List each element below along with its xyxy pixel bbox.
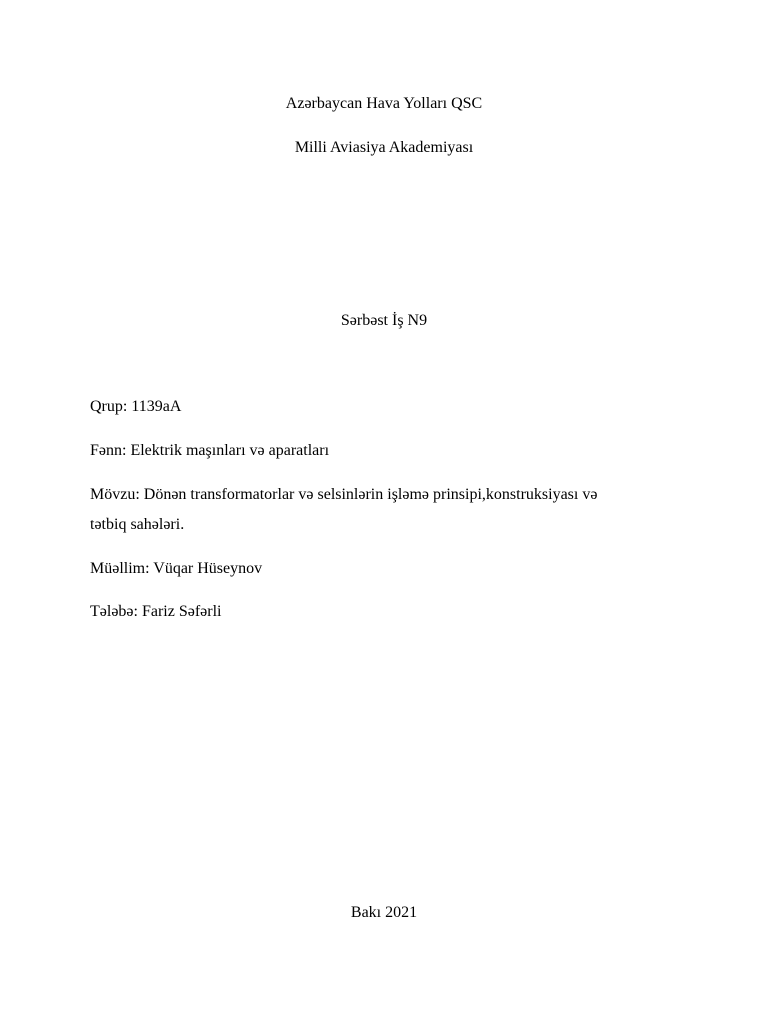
group-line: Qrup: 1139aA: [90, 398, 182, 415]
organization-name: Azərbaycan Hava Yolları QSC: [285, 95, 483, 112]
academy-name: Milli Aviasiya Akademiyası: [294, 139, 474, 156]
topic-line-1: Mövzu: Dönən transformatorlar və selsinlərin işləmə prinsipi,konstruksiyası və: [90, 486, 598, 503]
topic-block: [90, 480, 690, 540]
teacher-line: Müəllim: Vüqar Hüseynov: [90, 560, 263, 577]
topic-line-2: tətbiq sahələri.: [90, 516, 185, 533]
place-year: Bakı 2021: [350, 904, 418, 921]
subject-line: Fənn: Elektrik maşınları və aparatları: [90, 442, 330, 459]
document-title: Sərbəst İş N9: [340, 312, 428, 329]
student-line: Tələbə: Fariz Səfərli: [90, 603, 222, 620]
